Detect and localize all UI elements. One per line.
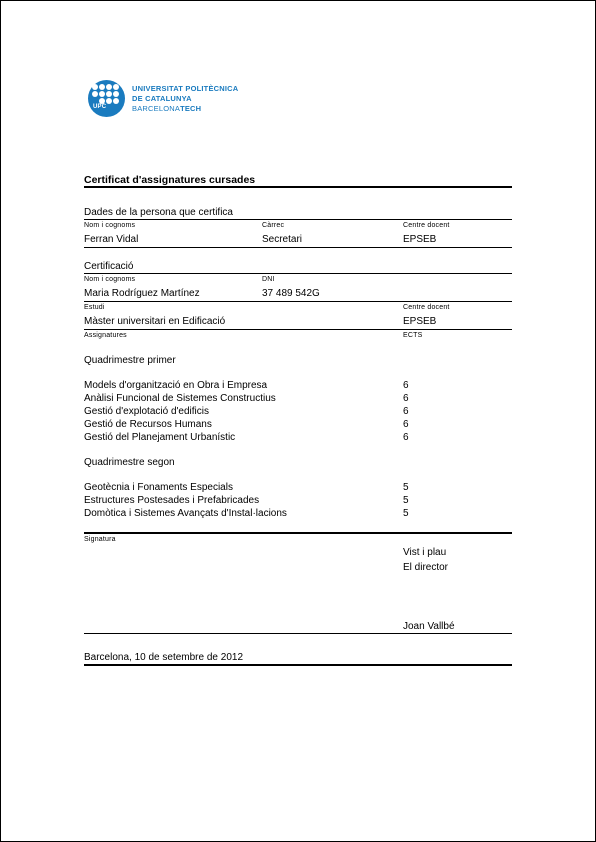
signature-divider: [84, 532, 512, 534]
label-center: Centre docent: [403, 304, 450, 311]
study-name: Màster universitari en Edificació: [84, 316, 226, 327]
subject-name: Anàlisi Funcional de Sistemes Constructius: [84, 393, 276, 404]
upc-logo-emblem: [88, 80, 125, 117]
subject-name: Models d'organització en Obra i Empresa: [84, 380, 268, 391]
divider: [84, 301, 512, 302]
label-ects: ECTS: [403, 332, 423, 339]
label-subjects: Assignatures: [84, 332, 127, 339]
subject-name: Geotècnia i Fonaments Especials: [84, 482, 233, 493]
certifier-name: Ferran Vidal: [84, 234, 139, 245]
subject-name: Estructures Postesades i Prefabricades: [84, 495, 260, 506]
place-date: Barcelona, 10 de setembre de 2012: [84, 652, 243, 663]
certifier-role: Secretari: [262, 234, 303, 245]
divider: [84, 329, 512, 330]
subject-ects: 6: [403, 380, 409, 391]
label-name: Nom i cognoms: [84, 222, 136, 229]
label-role: Càrrec: [262, 222, 285, 229]
subject-ects: 5: [403, 482, 409, 493]
subject-ects: 5: [403, 495, 409, 506]
subject-ects: 6: [403, 393, 409, 404]
certification-section-heading: Certificació: [84, 261, 134, 272]
logo-line-3: BARCELONATECH: [132, 104, 202, 113]
subject-ects: 6: [403, 406, 409, 417]
label-name: Nom i cognoms: [84, 276, 136, 283]
footer-divider: [84, 664, 512, 666]
upc-badge-text: UPC: [93, 104, 107, 110]
signature-role: El director: [403, 562, 449, 573]
subject-name: Domòtica i Sistemes Avançats d'Instal·lacions: [84, 508, 287, 519]
signature-name: Joan Vallbé: [403, 621, 455, 632]
label-center: Centre docent: [403, 222, 450, 229]
label-study: Estudi: [84, 304, 105, 311]
subject-name: Gestió d'explotació d'edificis: [84, 406, 209, 417]
term-heading: Quadrimestre primer: [84, 355, 176, 366]
signature-approval: Vist i plau: [403, 547, 447, 558]
logo-line-1: UNIVERSITAT POLITÈCNICA: [132, 84, 239, 93]
label-dni: DNI: [262, 276, 275, 283]
subject-name: Gestió de Recursos Humans: [84, 419, 212, 430]
divider: [84, 247, 512, 248]
study-center: EPSEB: [403, 316, 437, 327]
certifier-center: EPSEB: [403, 234, 437, 245]
title-divider: [84, 186, 512, 188]
divider: [84, 633, 512, 634]
subject-ects: 6: [403, 432, 409, 443]
logo-line-2: DE CATALUNYA: [132, 94, 192, 103]
subject-name: Gestió del Planejament Urbanístic: [84, 432, 236, 443]
document-title: Certificat d'assignatures cursades: [84, 174, 256, 186]
term-heading: Quadrimestre segon: [84, 457, 175, 468]
label-signature: Signatura: [84, 536, 116, 543]
divider: [84, 219, 512, 220]
subject-ects: 5: [403, 508, 409, 519]
student-dni: 37 489 542G: [262, 288, 320, 299]
student-name: Maria Rodríguez Martínez: [84, 288, 200, 299]
divider: [84, 273, 512, 274]
certifier-section-heading: Dades de la persona que certifica: [84, 207, 233, 218]
subject-ects: 6: [403, 419, 409, 430]
